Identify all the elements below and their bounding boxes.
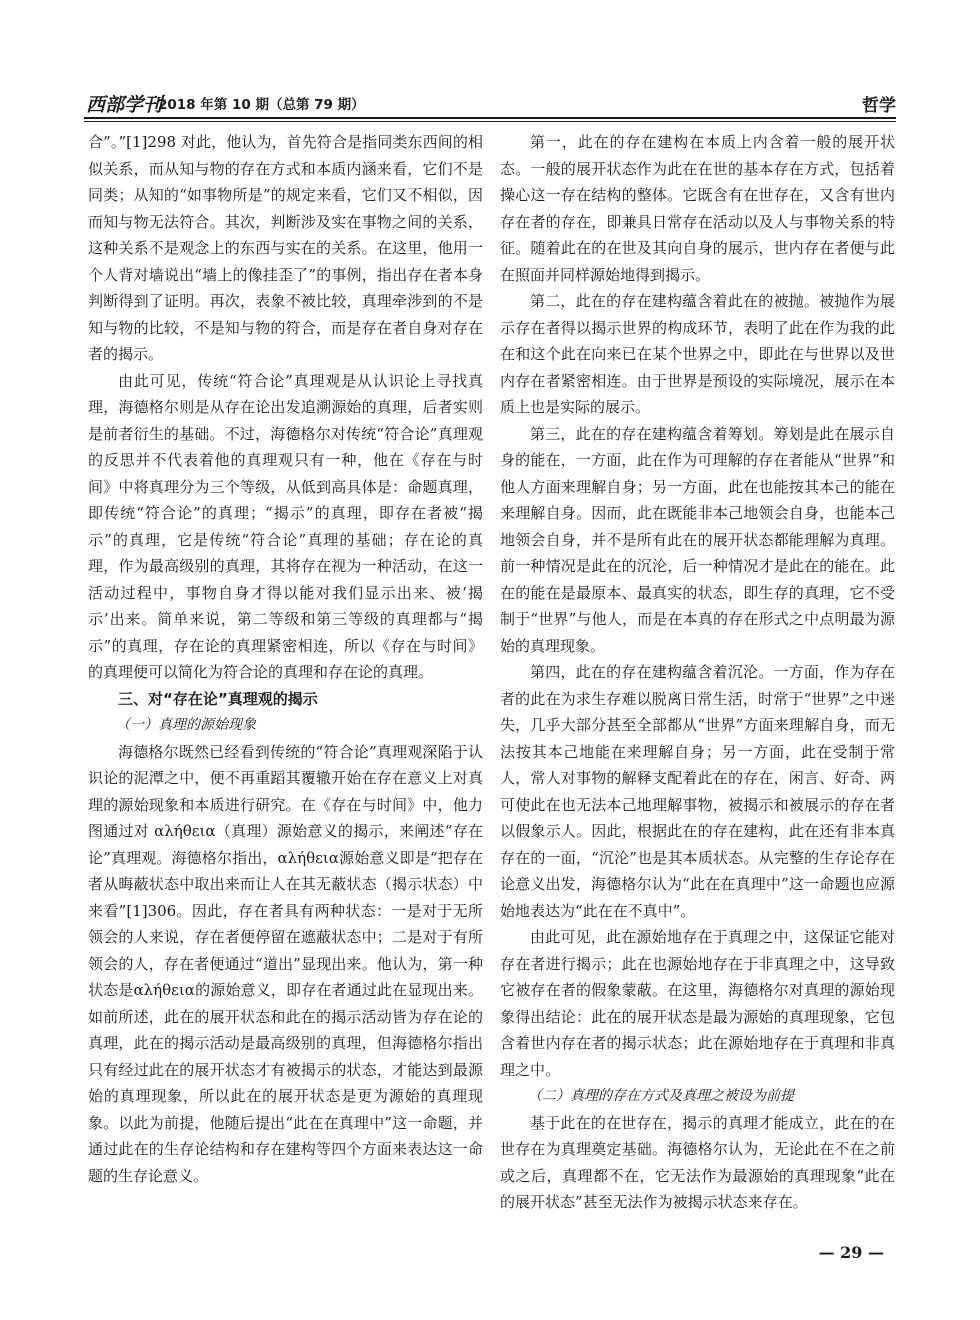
right-column xyxy=(500,129,895,1216)
subsection-heading: （一）真理的源始现象 xyxy=(116,717,256,733)
paragraph: 海德格尔既然已经看到传统的“符合论”真理观深陷于认识论的泥潭之中，便不再重蹈其覆辙开始在存在意义上对真理的源始现象和本质进行研究。在《存在与时间》中，他力图通过对 αλήθεια（真理）源始意义的揭示，来阐述“存在论”真理观。海德格尔指出，αλήθεια源始意义即是“把存在者从晦蔽状态中取出来而让人在其无蔽状态（揭示状态）中来看”[1]306。因此，存在者具有两种状态：一是对于无所领会的人来说，存在者便停留在遮蔽状态中；二是对于有所领会的人，存在者便通过“道出”显现出来。他认为，第一种状态是αλήθεια的源始意义，即存在者通过此在显现出来。如前所述，此在的展开状态和此在的揭示活动皆为存在论的真理，此在的揭示活动是最高级别的真理，但海德格尔指出只有经过此在的展开状态才有被揭示的状态，才能达到最源始的真理现象，所以此在的展开状态是更为源始的真理现象。以此为前提，他随后提出“此在在真理中”这一命题，并通过此在的生存论结构和存在建构等四个方面来表达这一命题的生存论意义。 xyxy=(88,742,483,1185)
paragraph: 基于此在的在世存在，揭示的真理才能成立，此在的在世存在为真理奠定基础。海德格尔认为，无论此在不在之前或之后，真理都不在，它无法作为最源始的真理现象“此在的展开状态”甚至无法作为被揭示状态来存在。 xyxy=(500,1113,895,1211)
paragraph: 合”。”[1]298 对此，他认为，首先符合是指同类东西间的相似关系，而从知与物的存在方式和本质内涵来看，它们不是同类；从知的“如事物所是”的规定来看，它们又不相似，因而知与物无法符合。其次，判断涉及实在事物之间的关系，这种关系不是观念上的东西与实在的关系。在这里，他用一个人背对墙说出“墙上的像挂歪了”的事例，指出存在者本身判断得到了证明。再次，表象不被比较，真理牵涉到的不是知与物的比较，不是知与物的符合，而是存在者自身对存在者的揭示。 xyxy=(88,133,483,363)
paragraph: 第四，此在的存在建构蕴含着沉沦。一方面，作为存在者的此在为求生存难以脱离日常生活，时常于“世界”之中迷失，几乎大部分甚至全部都从“世界”方面来理解自身，而无法按其本己地能在来理解自身；另一方面，此在受制于常人，常人对事物的解释支配着此在的存在，闲言、好奇、两可使此在也无法本己地理解事物，被揭示和被展示的存在者以假象示人。因此，根据此在的存在建构，此在还有非本真存在的一面，“沉沦”也是其本质状态。从完整的生存论存在论意义出发，海德格尔认为“此在在真理中”这一命题也应源始地表达为“此在在不真中”。 xyxy=(500,663,895,920)
paragraph: 第一，此在的存在建构在本质上内含着一般的展开状态。一般的展开状态作为此在在世的基本存在方式，包括着操心这一存在结构的整体。它既含有在世存在，又含有世内存在者的存在，即兼具日常存在活动以及人与事物关系的特征。随着此在的在世及其向自身的展示，世内存在者便与此在照面并同样源始地得到揭示。 xyxy=(500,133,895,284)
paragraph: 第二，此在的存在建构蕴含着此在的被抛。被抛作为展示存在者得以揭示世界的构成环节，表明了此在作为我的此在和这个此在向来已在某个世界之中，即此在与世界以及世内存在者紧密相连。由于世界是预设的实际境况，展示在本质上也是实际的展示。 xyxy=(500,292,895,416)
subsection-heading: （二）真理的存在方式及真理之被设为前提 xyxy=(528,1088,794,1104)
page-number: — 29 — xyxy=(818,1243,884,1262)
left-column xyxy=(88,129,483,1189)
paragraph: 由此可见，此在源始地存在于真理之中，这保证它能对存在者进行揭示；此在也源始地存在于非真理之中，这导致它被存在者的假象蒙蔽。在这里，海德格尔对真理的源始现象得出结论：此在的展开状态是最为源始的真理现象，它包含着世内存在者的揭示状态；此在源始地存在于真理和非真理之中。 xyxy=(500,928,895,1079)
header-rule-thick xyxy=(84,117,896,119)
paragraph: 第三，此在的存在建构蕴含着筹划。筹划是此在展示自身的能在，一方面，此在作为可理解的存在者能从“世界”和他人方面来理解自身；另一方面，此在也能按其本己的能在来理解自身。因而，此在既能非本己地领会自身，也能本己地领会自身，并不是所有此在的展开状态都能理解为真理。前一种情况是此在的沉沦，后一种情况才是此在的能在。此在的能在是最原本、最真实的状态，即生存的真理，它不受制于“世界”与他人，而是在本真的存在形式之中点明最为源始的真理现象。 xyxy=(500,424,895,655)
issue-info: 2018 年第 10 期（总第 79 期） xyxy=(158,97,365,113)
page-header xyxy=(84,88,896,118)
section-heading: 三、对“存在论”真理观的揭示 xyxy=(118,689,318,708)
paragraph: 由此可见，传统“符合论”真理观是从认识论上寻找真理，海德格尔则是从存在论出发追溯源始的真理，后者实则是前者衍生的基础。不过，海德格尔对传统“符合论”真理观的反思并不代表着他的真理观只有一种，他在《存在与时间》中将真理分为三个等级，从低到高具体是：命题真理，即传统“符合论”的真理；“揭示”的真理，即存在者被“揭示”的真理，它是传统“符合论”真理的基础；存在论的真理，作为最高级别的真理，其将存在视为一种活动，在这一活动过程中，事物自身才得以能对我们显示出来、被‘揭示’出来。简单来说，第二等级和第三等级的真理都与“揭示”的真理，存在论的真理紧密相连，所以《存在与时间》的真理便可以简化为符合论的真理和存在论的真理。 xyxy=(88,371,483,681)
journal-logo: 西部学刊 xyxy=(86,94,163,116)
header-rule-thin xyxy=(84,121,896,122)
section-label: 哲学 xyxy=(862,96,896,116)
